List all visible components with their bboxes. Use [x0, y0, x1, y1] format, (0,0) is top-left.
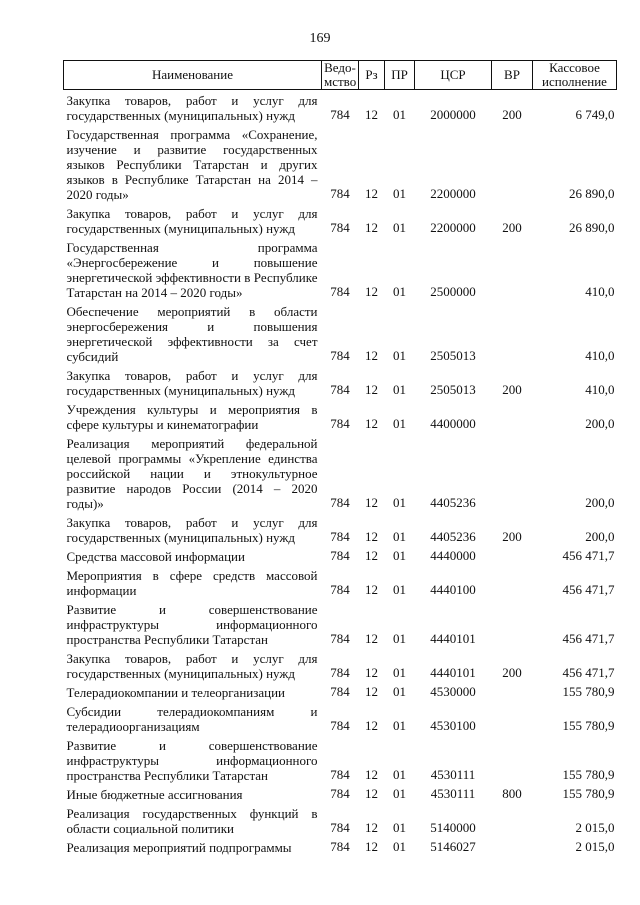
cell-pr: 01	[393, 529, 406, 544]
cell-vr	[492, 301, 533, 365]
cell-rz: 12	[365, 284, 378, 299]
budget-table	[63, 60, 617, 856]
cell-vr	[492, 803, 533, 837]
cell-vr: 800	[502, 786, 522, 801]
cell-ved: 784	[330, 548, 350, 563]
cell-csr: 4405236	[430, 495, 476, 510]
cell-ved: 784	[330, 839, 350, 854]
cell-pr: 01	[393, 107, 406, 122]
cell-amount: 456 471,7	[562, 631, 615, 646]
cell-pr: 01	[393, 820, 406, 835]
cell-csr: 4530100	[430, 718, 476, 733]
cell-amount: 155 780,9	[562, 786, 615, 801]
cell-vr: 200	[502, 107, 522, 122]
header-amount-line2: исполнение	[542, 74, 607, 89]
cell-ved: 784	[330, 186, 350, 201]
cell-amount: 26 890,0	[569, 220, 615, 235]
cell-pr: 01	[393, 495, 406, 510]
table-row	[64, 365, 617, 399]
header-pr: ПР	[385, 61, 415, 90]
cell-pr: 01	[393, 284, 406, 299]
header-name: Наименование	[64, 61, 322, 90]
cell-amount: 2 015,0	[575, 839, 615, 854]
cell-vr: 200	[502, 665, 522, 680]
cell-ved: 784	[330, 582, 350, 597]
cell-name: Закупка товаров, работ и услуг для государственных (муниципальных) нужд	[66, 515, 318, 545]
header-ved-line1: Ведо-	[324, 60, 356, 75]
page-number: 169	[309, 31, 331, 46]
cell-name: Развитие и совершенствование инфраструктуры информационного пространства Республики Татарстан	[66, 738, 318, 783]
cell-csr: 4440101	[430, 631, 476, 646]
cell-vr	[492, 237, 533, 301]
cell-name: Закупка товаров, работ и услуг для государственных (муниципальных) нужд	[66, 651, 318, 681]
cell-vr	[492, 546, 533, 565]
cell-vr: 200	[502, 529, 522, 544]
cell-rz: 12	[365, 665, 378, 680]
table-row	[64, 301, 617, 365]
cell-rz: 12	[365, 348, 378, 363]
cell-vr	[492, 837, 533, 856]
cell-ved: 784	[330, 684, 350, 699]
cell-csr: 4530111	[430, 786, 476, 801]
cell-rz: 12	[365, 582, 378, 597]
cell-rz: 12	[365, 839, 378, 854]
cell-amount: 6 749,0	[575, 107, 615, 122]
cell-name: Обеспечение мероприятий в области энергосбережения и повышения энергетической эффективности за счет субсидий	[66, 304, 318, 364]
table-row	[64, 648, 617, 682]
table-row	[64, 701, 617, 735]
cell-vr	[492, 433, 533, 512]
cell-amount: 155 780,9	[562, 767, 615, 782]
cell-amount: 456 471,7	[562, 548, 615, 563]
cell-name: Субсидии телерадиокомпаниям и телерадиоорганизациям	[66, 704, 318, 734]
cell-amount: 456 471,7	[562, 582, 615, 597]
cell-name: Закупка товаров, работ и услуг для государственных (муниципальных) нужд	[66, 368, 318, 398]
table-row	[64, 803, 617, 837]
cell-name: Иные бюджетные ассигнования	[66, 787, 243, 802]
cell-pr: 01	[393, 718, 406, 733]
cell-amount: 200,0	[585, 416, 615, 431]
cell-rz: 12	[365, 416, 378, 431]
cell-rz: 12	[365, 718, 378, 733]
cell-amount: 2 015,0	[575, 820, 615, 835]
cell-name: Закупка товаров, работ и услуг для государственных (муниципальных) нужд	[66, 93, 318, 123]
cell-ved: 784	[330, 820, 350, 835]
cell-rz: 12	[365, 107, 378, 122]
cell-amount: 410,0	[585, 382, 615, 397]
cell-pr: 01	[393, 582, 406, 597]
cell-ved: 784	[330, 382, 350, 397]
cell-pr: 01	[393, 684, 406, 699]
cell-pr: 01	[393, 186, 406, 201]
table-body	[64, 90, 617, 857]
cell-csr: 2200000	[430, 220, 476, 235]
header-ved	[322, 61, 359, 90]
cell-rz: 12	[365, 495, 378, 510]
table-row	[64, 682, 617, 701]
cell-csr: 5140000	[430, 820, 476, 835]
cell-pr: 01	[393, 786, 406, 801]
cell-ved: 784	[330, 631, 350, 646]
table-row	[64, 735, 617, 784]
cell-csr: 4440100	[430, 582, 476, 597]
cell-name: Учреждения культуры и мероприятия в сфере культуры и кинематографии	[66, 402, 318, 432]
cell-ved: 784	[330, 786, 350, 801]
table-row	[64, 546, 617, 565]
cell-name: Мероприятия в сфере средств массовой информации	[66, 568, 318, 598]
table-row	[64, 124, 617, 203]
cell-amount: 200,0	[585, 529, 615, 544]
cell-csr: 2500000	[430, 284, 476, 299]
table-header-row	[64, 61, 617, 90]
cell-ved: 784	[330, 665, 350, 680]
cell-vr	[492, 701, 533, 735]
cell-vr	[492, 399, 533, 433]
cell-vr	[492, 682, 533, 701]
cell-vr	[492, 124, 533, 203]
header-amount-line1: Кассовое	[549, 60, 600, 75]
cell-pr: 01	[393, 382, 406, 397]
cell-pr: 01	[393, 631, 406, 646]
cell-name: Государственная программа «Сохранение, изучение и развитие государственных языков Республики Татарстан и других языков в Республике Татарстан на 2014 – 2020 годы»	[66, 127, 318, 202]
cell-pr: 01	[393, 839, 406, 854]
cell-csr: 2200000	[430, 186, 476, 201]
cell-amount: 155 780,9	[562, 718, 615, 733]
header-amount	[533, 61, 617, 90]
cell-rz: 12	[365, 186, 378, 201]
cell-amount: 26 890,0	[569, 186, 615, 201]
cell-csr: 5146027	[430, 839, 476, 854]
cell-ved: 784	[330, 718, 350, 733]
cell-pr: 01	[393, 220, 406, 235]
cell-vr	[492, 599, 533, 648]
cell-csr: 4440101	[430, 665, 476, 680]
cell-rz: 12	[365, 220, 378, 235]
cell-ved: 784	[330, 107, 350, 122]
table-row	[64, 203, 617, 237]
cell-rz: 12	[365, 631, 378, 646]
cell-csr: 2505013	[430, 382, 476, 397]
cell-ved: 784	[330, 220, 350, 235]
header-csr: ЦСР	[415, 61, 492, 90]
cell-vr: 200	[502, 220, 522, 235]
cell-name: Государственная программа «Энергосбережение и повышение энергетической эффективности в Республике Татарстан на 2014 – 2020 годы»	[66, 240, 318, 300]
cell-ved: 784	[330, 284, 350, 299]
cell-csr: 4400000	[430, 416, 476, 431]
cell-name: Средства массовой информации	[66, 549, 245, 564]
cell-amount: 155 780,9	[562, 684, 615, 699]
cell-csr: 4405236	[430, 529, 476, 544]
cell-name: Реализация государственных функций в области социальной политики	[66, 806, 318, 836]
cell-vr	[492, 735, 533, 784]
cell-rz: 12	[365, 548, 378, 563]
cell-csr: 4530111	[430, 767, 476, 782]
cell-name: Реализация мероприятий подпрограммы	[66, 840, 292, 855]
cell-pr: 01	[393, 665, 406, 680]
cell-amount: 410,0	[585, 284, 615, 299]
cell-pr: 01	[393, 767, 406, 782]
cell-rz: 12	[365, 820, 378, 835]
cell-vr	[492, 565, 533, 599]
cell-csr: 2505013	[430, 348, 476, 363]
cell-rz: 12	[365, 767, 378, 782]
table-row	[64, 837, 617, 856]
cell-vr: 200	[502, 382, 522, 397]
cell-name: Реализация мероприятий федеральной целевой программы «Укрепление единства российской нации и этнокультурное развитие народов России (2014 – 2020 годы)»	[66, 436, 318, 511]
table-row	[64, 237, 617, 301]
cell-name: Развитие и совершенствование инфраструктуры информационного пространства Республики Татарстан	[66, 602, 318, 647]
cell-rz: 12	[365, 786, 378, 801]
table-row	[64, 599, 617, 648]
table-row	[64, 399, 617, 433]
table-row	[64, 90, 617, 125]
cell-pr: 01	[393, 348, 406, 363]
header-ved-line2: мство	[324, 74, 357, 89]
cell-csr: 2000000	[430, 107, 476, 122]
cell-amount: 410,0	[585, 348, 615, 363]
cell-name: Закупка товаров, работ и услуг для государственных (муниципальных) нужд	[66, 206, 318, 236]
cell-ved: 784	[330, 529, 350, 544]
table-row	[64, 512, 617, 546]
cell-csr: 4440000	[430, 548, 476, 563]
cell-name: Телерадиокомпании и телеорганизации	[66, 685, 286, 700]
cell-amount: 456 471,7	[562, 665, 615, 680]
cell-rz: 12	[365, 529, 378, 544]
cell-rz: 12	[365, 684, 378, 699]
header-rz: Рз	[359, 61, 385, 90]
cell-ved: 784	[330, 767, 350, 782]
cell-pr: 01	[393, 548, 406, 563]
header-vr: ВР	[492, 61, 533, 90]
cell-ved: 784	[330, 495, 350, 510]
cell-ved: 784	[330, 348, 350, 363]
table-row	[64, 784, 617, 803]
cell-rz: 12	[365, 382, 378, 397]
cell-pr: 01	[393, 416, 406, 431]
cell-amount: 200,0	[585, 495, 615, 510]
cell-csr: 4530000	[430, 684, 476, 699]
cell-ved: 784	[330, 416, 350, 431]
table-row	[64, 565, 617, 599]
table-row	[64, 433, 617, 512]
